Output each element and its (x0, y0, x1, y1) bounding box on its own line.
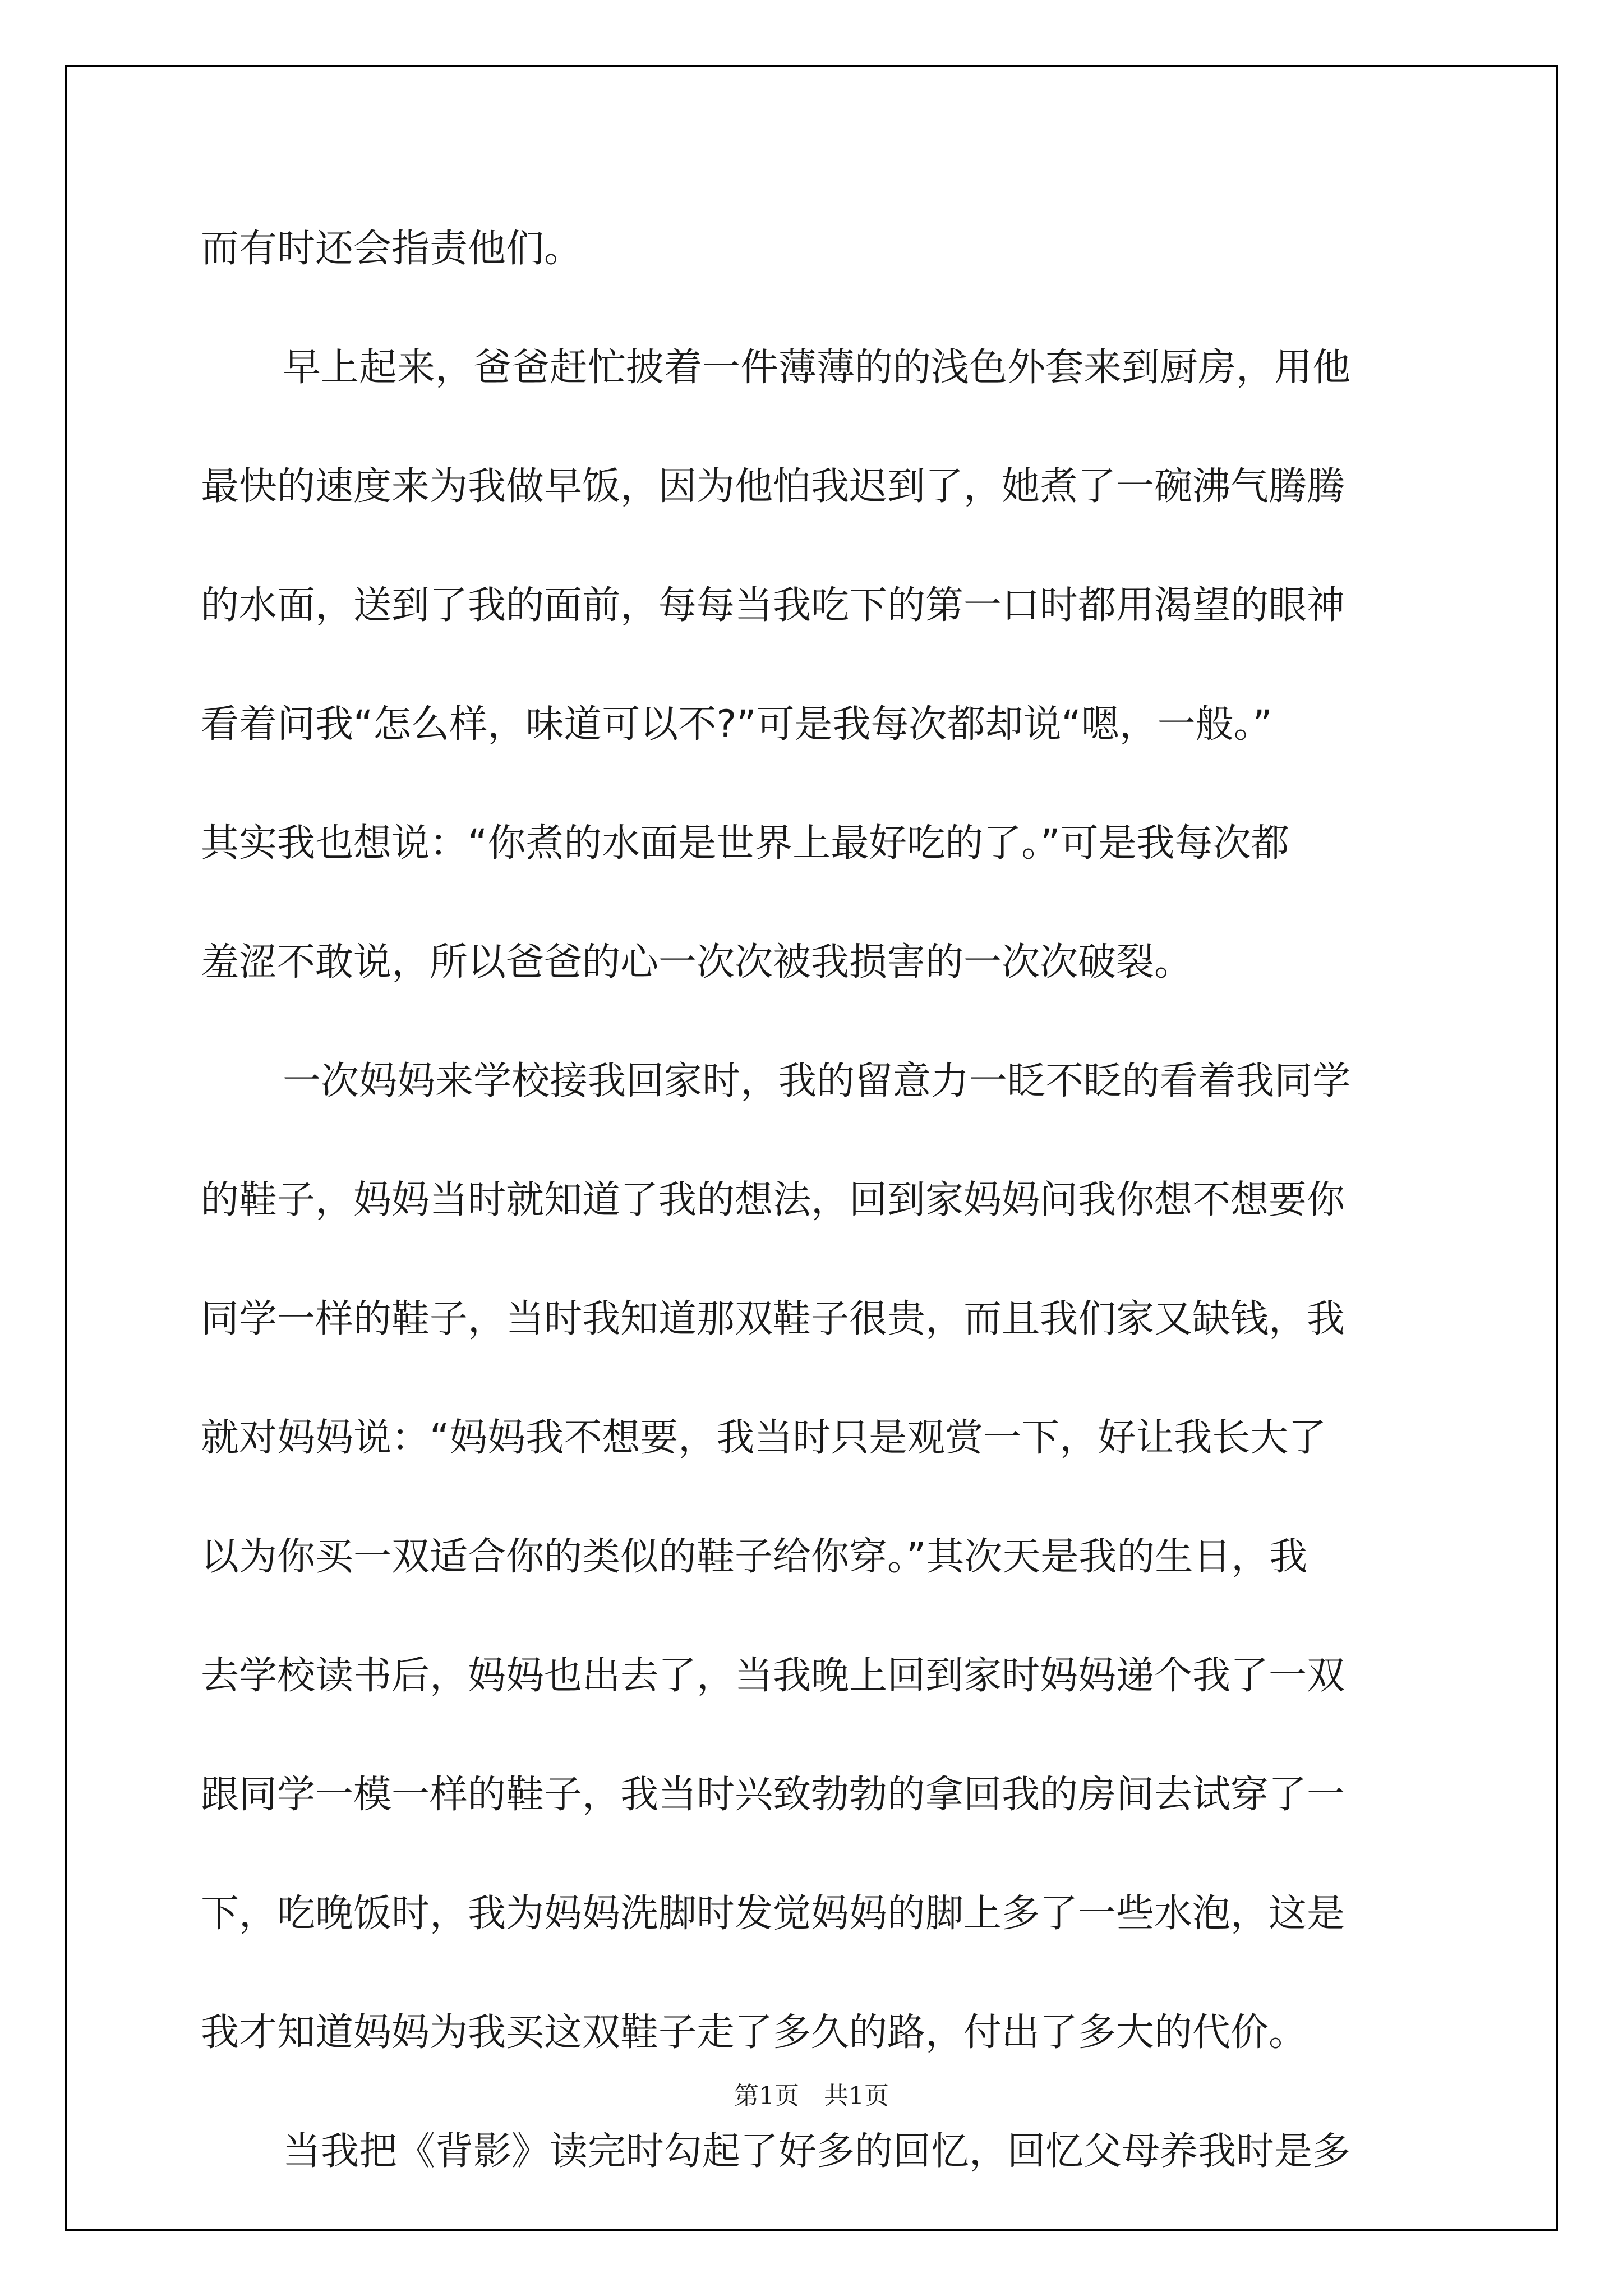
text-line: 同学一样的鞋子，当时我知道那双鞋子很贵，而且我们家又缺钱，我 (201, 1297, 1345, 1341)
text-line: 早上起来，爸爸赶忙披着一件薄薄的的浅色外套来到厨房，用他 (283, 346, 1351, 390)
text-line: 跟同学一模一样的鞋子，我当时兴致勃勃的拿回我的房间去试穿了一 (201, 1773, 1345, 1817)
text-line: 的鞋子，妈妈当时就知道了我的想法，回到家妈妈问我你想不想要你 (201, 1178, 1345, 1222)
page-footer: 第1页 共1页 (734, 2082, 889, 2110)
text-line: 而有时还会指责他们。 (201, 227, 583, 271)
document-body (201, 190, 1423, 2211)
text-line: 当我把《背影》读完时勾起了好多的回忆，回忆父母养我时是多 (283, 2129, 1351, 2174)
text-line: 羞涩不敢说，所以爸爸的心一次次被我损害的一次次破裂。 (201, 940, 1193, 984)
text-line: 最快的速度来为我做早饭，因为他怕我迟到了，她煮了一碗沸气腾腾 (201, 464, 1345, 509)
text-line: 下，吃晚饭时，我为妈妈洗脚时发觉妈妈的脚上多了一些水泡，这是 (201, 1892, 1345, 1936)
text-line: 我才知道妈妈为我买这双鞋子走了多久的路，付出了多大的代价。 (201, 2010, 1307, 2055)
text-line: 的水面，送到了我的面前，每每当我吃下的第一口时都用渴望的眼神 (201, 583, 1345, 628)
text-line: 其实我也想说：“你煮的水面是世界上最好吃的了。”可是我每次都 (201, 821, 1289, 866)
text-line: 去学校读书后，妈妈也出去了，当我晚上回到家时妈妈递个我了一双 (201, 1654, 1345, 1698)
text-line: 看着问我“怎么样，味道可以不?”可是我每次都却说“嗯，一般。” (201, 702, 1273, 747)
text-line: 以为你买一双适合你的类似的鞋子给你穿。”其次天是我的生日，我 (201, 1535, 1308, 1579)
text-line: 一次妈妈来学校接我回家时，我的留意力一眨不眨的看着我同学 (283, 1059, 1351, 1103)
text-line: 就对妈妈说：“妈妈我不想要，我当时只是观赏一下，好让我长大了 (201, 1416, 1327, 1460)
